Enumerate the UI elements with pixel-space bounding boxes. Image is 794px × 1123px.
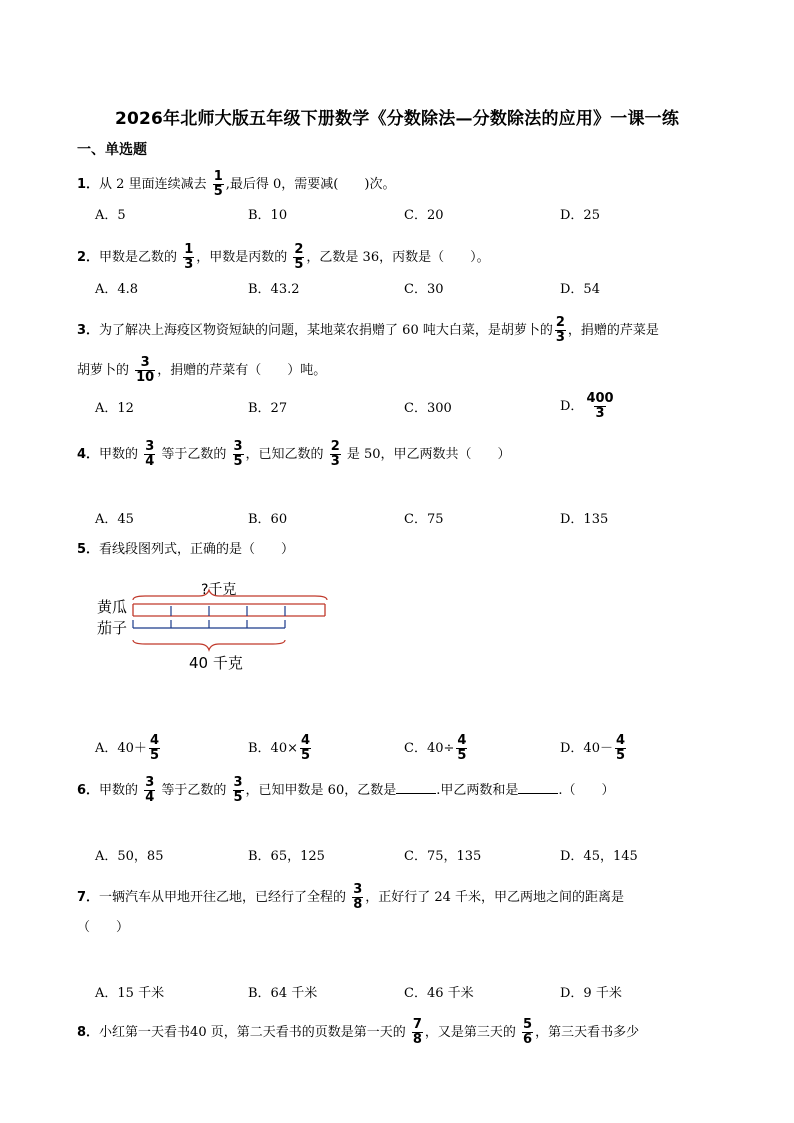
question-number: 7． — [77, 890, 100, 905]
option-b[interactable]: B．65，125 — [248, 849, 325, 864]
question-5 — [77, 540, 294, 560]
fraction: $\frac{3}{4}$ — [145, 439, 155, 469]
fraction: $\frac{400}{3}$ — [586, 391, 614, 421]
option-a[interactable]: A．15 千米 — [95, 986, 165, 1001]
bottom-label: 40 千克 — [189, 654, 243, 672]
question-number: 8． — [77, 1025, 100, 1040]
question-1 — [77, 170, 395, 199]
question-4 — [77, 440, 511, 469]
question-8 — [77, 1018, 639, 1047]
question-text: 甲数的 — [99, 447, 143, 462]
option-c[interactable]: C．75 — [404, 512, 444, 527]
question-number: 3． — [77, 323, 100, 338]
question-text: 小红第一天看书40 页，第二天看书的页数是第一天的 — [99, 1025, 410, 1040]
fraction: $\frac{3}{5}$ — [233, 775, 243, 805]
option-d[interactable]: D．9 千米 — [560, 986, 622, 1001]
option-d[interactable]: D．54 — [560, 282, 600, 297]
fraction: $\frac{5}{6}$ — [523, 1017, 533, 1047]
option-b[interactable]: B．27 — [248, 401, 288, 416]
fraction: $\frac{7}{8}$ — [412, 1017, 422, 1047]
question-text: ，捐赠的芹菜有（ ）吨。 — [157, 363, 327, 378]
option-d[interactable]: D．135 — [560, 512, 609, 527]
cucumber-ticks — [171, 606, 285, 616]
question-text: 一辆汽车从甲地开往乙地，已经行了全程的 — [99, 890, 351, 905]
option-a[interactable]: A．50，85 — [95, 849, 164, 864]
fraction: $\frac{3}{8}$ — [353, 882, 363, 912]
question-text: ，捐赠的芹菜是 — [567, 323, 659, 338]
option-c[interactable]: C．30 — [404, 282, 444, 297]
fraction: $\frac{4}{5}$ — [615, 733, 626, 763]
question-text: ，又是第三天的 — [424, 1025, 521, 1040]
option-d[interactable]: D．40－ $\frac{4}{5}$ — [560, 733, 626, 763]
option-b[interactable]: B．40× $\frac{4}{5}$ — [248, 733, 311, 763]
page-title: 2026年北师大版五年级下册数学《分数除法—分数除法的应用》一课一练 — [114, 109, 680, 129]
top-label: ?千克 — [201, 582, 237, 598]
row-label-cucumber: 黄瓜 — [97, 598, 128, 616]
question-6 — [77, 776, 615, 805]
fraction: $\frac{4}{5}$ — [457, 733, 467, 763]
question-text: 胡萝卜的 — [77, 363, 134, 378]
option-c[interactable]: C．20 — [404, 208, 444, 223]
option-c[interactable]: C．40÷ $\frac{4}{5}$ — [404, 733, 467, 763]
question-text: .（ ） — [558, 783, 615, 798]
option-a[interactable]: A．4.8 — [95, 282, 139, 297]
question-2 — [77, 243, 490, 272]
option-d[interactable]: D．45，145 — [560, 849, 638, 864]
option-d[interactable]: D．25 — [560, 208, 600, 223]
question-text: ，乙数是 36，丙数是（ ）。 — [306, 250, 490, 265]
answer-blank[interactable] — [518, 779, 558, 794]
fraction: $\frac{3}{4}$ — [145, 775, 155, 805]
option-b[interactable]: B．60 — [248, 512, 288, 527]
question-7 — [77, 883, 624, 912]
option-a[interactable]: A．12 — [95, 401, 134, 416]
fraction: $\frac{3}{10}$ — [136, 355, 155, 385]
bottom-brace — [133, 640, 285, 650]
option-d[interactable]: D． $\frac{400}{3}$ — [560, 391, 614, 421]
eggplant-ticks — [133, 620, 285, 628]
option-b[interactable]: B．43.2 — [248, 282, 300, 297]
question-text: 看线段图列式，正确的是（ ） — [99, 542, 295, 557]
fraction: $\frac{1}{3}$ — [184, 242, 194, 272]
option-b[interactable]: B．64 千米 — [248, 986, 318, 1001]
fraction: $\frac{4}{5}$ — [301, 733, 311, 763]
question-text: .甲乙两数和是 — [436, 783, 519, 798]
question-number: 5． — [77, 542, 100, 557]
question-text: ，甲数是丙数的 — [196, 250, 292, 265]
question-text: ，已知甲数是 60，乙数是 — [245, 783, 397, 798]
question-number: 4． — [77, 447, 100, 462]
option-c[interactable]: C．46 千米 — [404, 986, 474, 1001]
section-heading: 一、单选题 — [77, 142, 147, 158]
question-text: ，已知乙数的 — [245, 447, 328, 462]
question-number: 6． — [77, 783, 100, 798]
row-label-eggplant: 茄子 — [97, 619, 128, 637]
question-text: 等于乙数的 — [157, 447, 231, 462]
option-a[interactable]: A．40＋ $\frac{4}{5}$ — [95, 733, 159, 763]
option-b[interactable]: B．10 — [248, 208, 288, 223]
question-text: 甲数的 — [99, 783, 143, 798]
fraction: $\frac{2}{3}$ — [330, 439, 340, 469]
question-text: 从 2 里面连续减去 — [99, 177, 211, 192]
answer-blank[interactable] — [396, 779, 436, 794]
question-text: 为了解决上海疫区物资短缺的问题，某地菜农捐赠了 60 吨大白菜，是胡萝卜的 — [99, 323, 553, 338]
question-text: ，第三天看书多少 — [535, 1025, 640, 1040]
fraction: $\frac{1}{5}$ — [213, 169, 223, 199]
question-text: 甲数是乙数的 — [99, 250, 182, 265]
question-3-line-2 — [77, 356, 326, 385]
fraction: $\frac{2}{3}$ — [555, 315, 565, 345]
fraction: $\frac{4}{5}$ — [149, 733, 159, 763]
question-text: 是 50，甲乙两数共（ ） — [342, 447, 511, 462]
fraction: $\frac{3}{5}$ — [233, 439, 243, 469]
question-text: ,最后得 0，需要减( )次。 — [225, 177, 396, 192]
question-7-line-2: （ ） — [77, 920, 130, 935]
question-text: ，正好行了 24 千米，甲乙两地之间的距离是 — [365, 890, 625, 905]
option-c[interactable]: C．300 — [404, 401, 452, 416]
option-a[interactable]: A．5 — [95, 208, 126, 223]
question-3 — [77, 316, 659, 345]
question-number: 1． — [77, 177, 100, 192]
question-number: 2． — [77, 250, 100, 265]
option-a[interactable]: A．45 — [95, 512, 134, 527]
fraction: $\frac{2}{5}$ — [294, 242, 304, 272]
option-c[interactable]: C．75，135 — [404, 849, 482, 864]
line-segment-diagram — [95, 578, 335, 678]
question-text: 等于乙数的 — [157, 783, 231, 798]
